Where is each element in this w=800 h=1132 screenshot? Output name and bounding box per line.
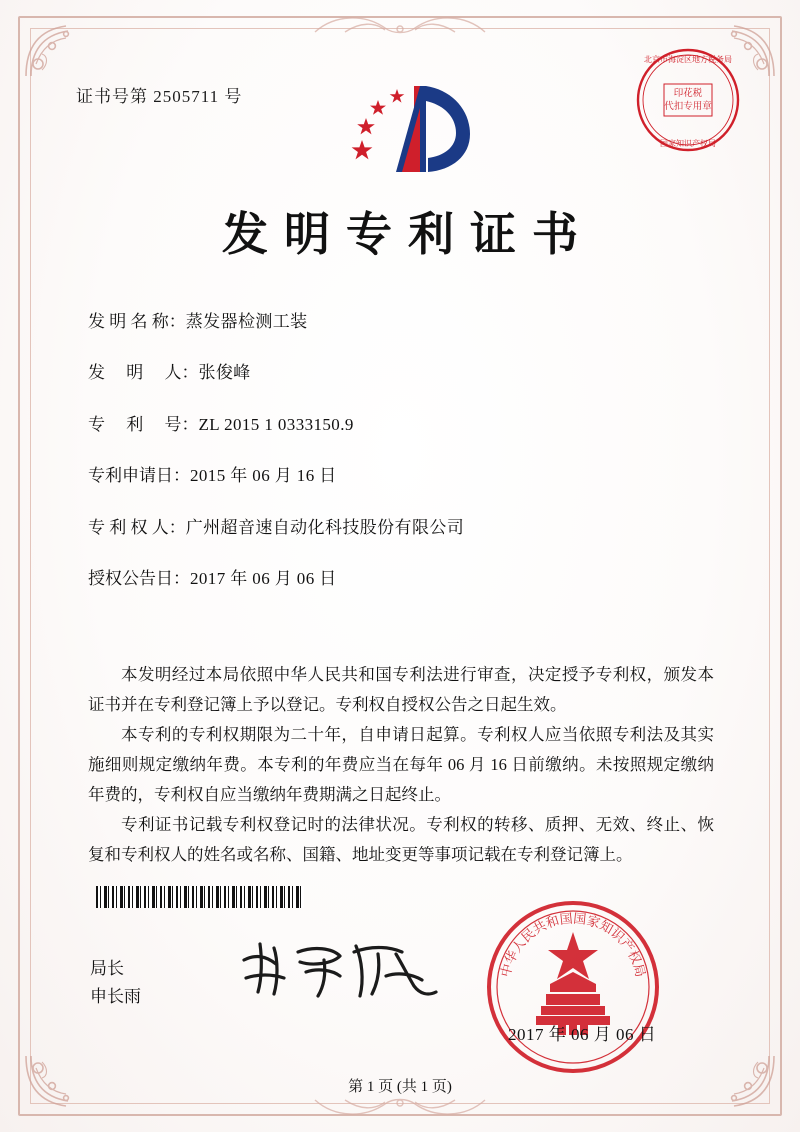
barcode: [96, 886, 304, 908]
page-title: 发明专利证书: [222, 207, 594, 261]
field-value: 2017 年 06 月 06 日: [190, 568, 337, 588]
national-office-seal: [484, 898, 662, 1076]
page-footer: 第 1 页 (共 1 页): [348, 1079, 452, 1095]
paragraph: 本专利的专利权期限为二十年，自申请日起算。专利权人应当依照专利法及其实施细则规定缴纳年费。本专利的年费应当在每年 06 月 16 日前缴纳。未按照规定缴纳年费的，专利权自应当缴纳年费期满之日起终止。: [88, 725, 714, 804]
svg-text:北京市海淀区地方税务局: 北京市海淀区地方税务局: [644, 55, 732, 64]
field-value: 张俊峰: [198, 363, 251, 383]
handwritten-signature-icon: [236, 930, 446, 1006]
signature-block: [90, 955, 141, 1011]
signatory-role: 局长: [90, 959, 124, 978]
field-value: 蒸发器检测工装: [185, 312, 308, 331]
edge-ornament-icon: [305, 1094, 495, 1120]
field-label: 发 明 人：: [88, 363, 199, 383]
field-label: 专利申请日：: [88, 466, 190, 486]
edge-ornament-icon: [305, 12, 495, 38]
paragraph: 专利证书记载专利权登记时的法律状况。专利权的转移、质押、无效、终止、恢复和专利权人的姓名或名称、国籍、地址变更等事项记载在专利登记簿上。: [88, 815, 714, 864]
field-application-date: [88, 466, 728, 486]
field-patentee: [88, 518, 728, 538]
paragraph: 本发明经过本局依照中华人民共和国专利法进行审查，决定授予专利权，颁发本证书并在专利登记簿上予以登记。专利权自授权公告之日起生效。: [88, 665, 714, 714]
certificate-number: 证书号第 2505711 号: [76, 87, 243, 106]
field-invention-title: [88, 312, 728, 332]
field-grant-announcement-date: [88, 569, 728, 589]
svg-text:代扣专用章: 代扣专用章: [664, 101, 712, 112]
tax-stamp-seal: [634, 46, 742, 154]
field-inventor: [88, 363, 728, 383]
field-label: 授权公告日：: [88, 568, 190, 588]
field-value: 2015 年 06 月 16 日: [190, 466, 337, 486]
svg-text:中华人民共和国国家知识产权局: 中华人民共和国国家知识产权局: [498, 911, 648, 979]
signatory-name: 申长雨: [90, 987, 141, 1006]
svg-text:印花税: 印花税: [673, 88, 703, 99]
svg-text:国家知识产权局: 国家知识产权局: [660, 139, 716, 148]
legal-text-block: [88, 660, 714, 870]
field-label: 专 利 权 人：: [88, 517, 186, 537]
corner-ornament-icon: [22, 20, 88, 80]
field-label: 发 明 名 称：: [88, 312, 186, 331]
field-value: 广州超音速自动化科技股份有限公司: [185, 517, 465, 537]
field-value: ZL 2015 1 0333150.9: [198, 414, 354, 434]
field-patent-number: [88, 415, 728, 435]
seal-issue-date: 2017 年 06 月 06 日: [508, 1025, 657, 1044]
field-label: 专 利 号：: [88, 414, 199, 434]
field-list: [88, 312, 728, 620]
sipo-logo-icon: [340, 70, 480, 185]
